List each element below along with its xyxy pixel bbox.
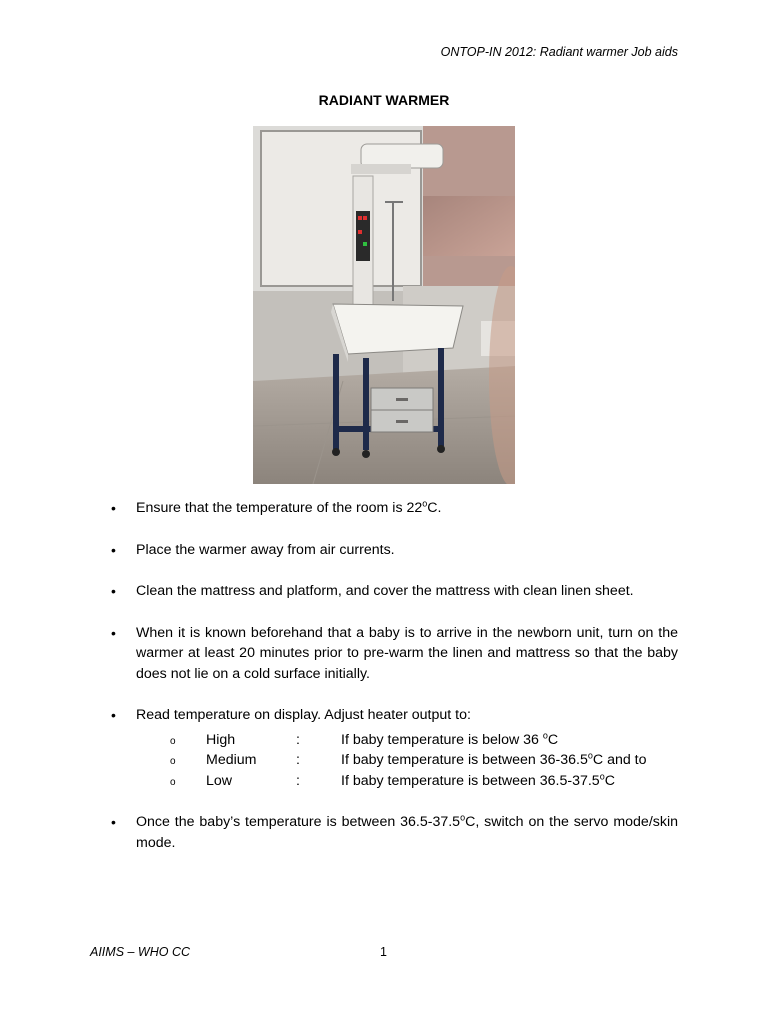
list-item — [136, 771, 678, 792]
sub-bullet-marker: o — [170, 756, 176, 767]
bullet-text: Ensure that the temperature of the room is 22 — [136, 500, 423, 516]
colon: : — [296, 752, 300, 768]
header-note: ONTOP-IN 2012: Radiant warmer Job aids — [440, 45, 678, 59]
heater-level: High — [206, 731, 236, 748]
bullet-text: Clean the mattress and platform, and cover the mattress with clean linen sheet. — [136, 583, 634, 599]
degree-symbol: o — [587, 750, 593, 761]
heater-output-list — [136, 730, 678, 792]
heater-rule — [341, 771, 615, 792]
degree-symbol: o — [599, 770, 605, 781]
list-item — [136, 750, 678, 771]
bullet-text: Place the warmer away from air currents. — [136, 541, 395, 558]
rule-text: If baby temperature is below 36 — [341, 731, 543, 748]
degree-symbol: o — [460, 812, 466, 823]
bullet-text: Once the baby’s temperature is between 36.5-37.5 — [136, 814, 461, 830]
heater-rule — [341, 750, 647, 771]
radiant-warmer-photo — [253, 126, 515, 484]
list-item — [136, 730, 678, 751]
bullet-text: When it is known beforehand that a baby is to arrive in the newborn unit, turn on the warmer at least 20 minutes prior to pre-warm the linen and mattress so that the baby does not lie on a cold surface initially. — [136, 624, 678, 682]
degree-symbol: o — [422, 498, 428, 509]
bullet-read-temperature — [110, 705, 678, 791]
bullet-text: C. — [427, 500, 442, 516]
rule-text: C and to — [592, 752, 647, 768]
page-number: 1 — [380, 945, 387, 959]
bullet-air-currents — [110, 540, 678, 561]
sub-bullet-marker: o — [170, 735, 176, 747]
heater-level: Low — [206, 772, 233, 789]
bullet-text: Read temperature on display. Adjust heater output to: — [136, 707, 471, 723]
rule-text: If baby temperature is between 36-36.5 — [341, 752, 588, 768]
sub-bullet-marker: o — [170, 776, 176, 788]
rule-text: If baby temperature is between 36.5-37.5 — [341, 772, 600, 789]
rule-text: C — [604, 772, 615, 789]
page-title: RADIANT WARMER — [318, 92, 450, 108]
footer-organization: AIIMS – WHO CC — [90, 945, 191, 959]
bullet-text: C, switch on the servo mode/skin mode. — [136, 814, 678, 851]
heater-rule — [341, 730, 558, 751]
heater-level: Medium — [206, 752, 257, 768]
colon: : — [296, 731, 300, 748]
instruction-list — [110, 498, 678, 874]
bullet-servo-mode — [110, 812, 678, 853]
bullet-prewarm — [110, 623, 678, 685]
colon: : — [296, 772, 300, 789]
bullet-clean-mattress — [110, 581, 678, 602]
bullet-room-temperature — [110, 498, 678, 519]
degree-symbol: o — [542, 729, 548, 740]
rule-text: C — [547, 731, 559, 748]
